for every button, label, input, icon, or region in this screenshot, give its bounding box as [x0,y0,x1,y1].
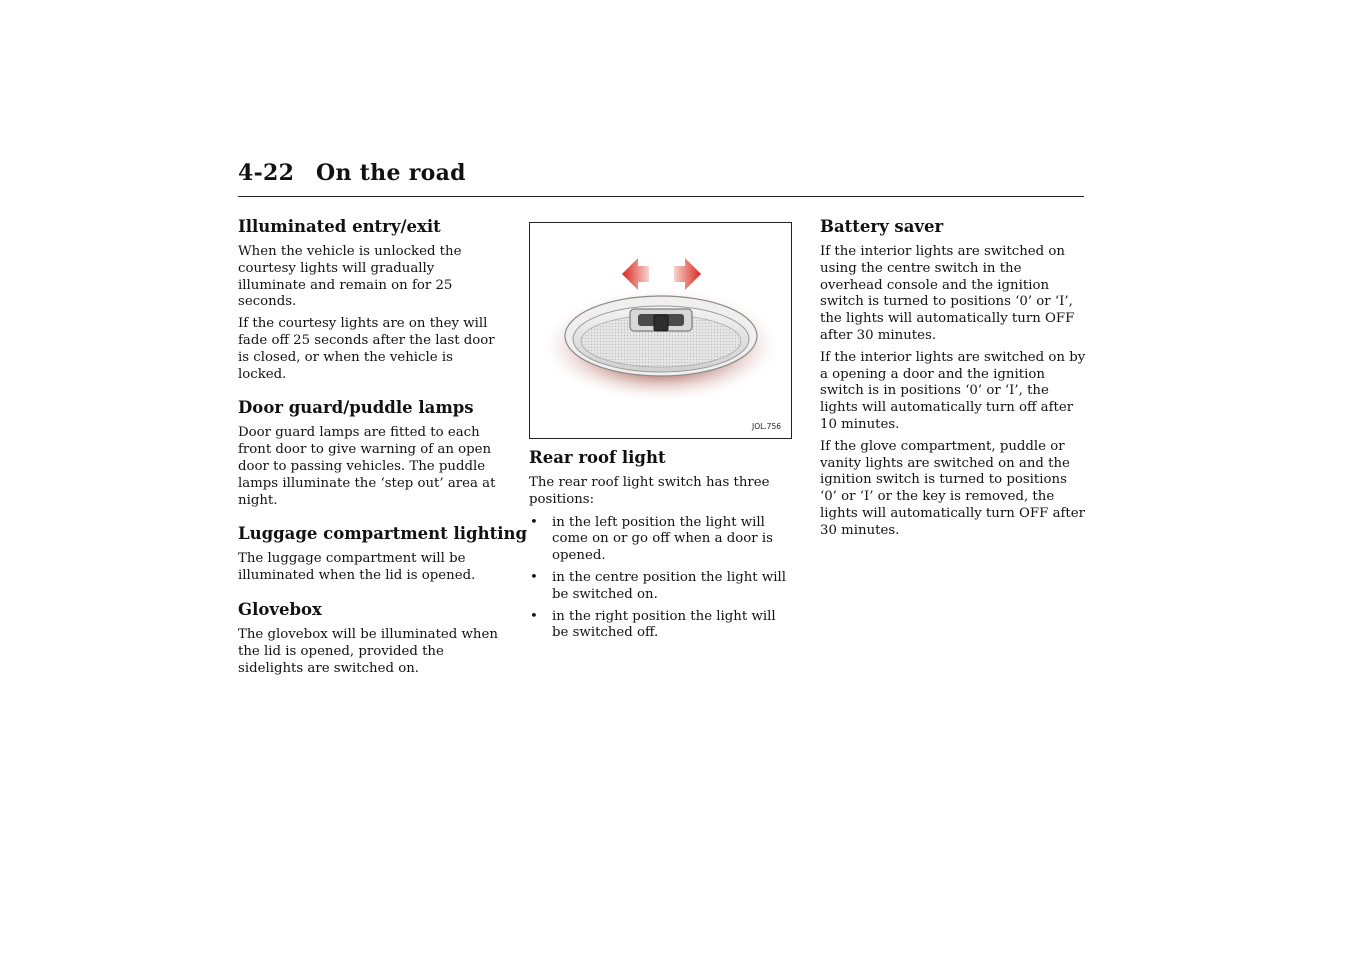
bullet-icon: • [530,569,538,585]
paragraph: If the interior lights are switched on by a opening a door and the ignition switch is in positions ‘0’ or ‘I’, the lights will automatically turn off after 10 minutes. [820,349,1086,432]
column-middle [529,222,795,647]
paragraph: The glovebox will be illuminated when the lid is opened, provided the sidelights are switched on. [238,626,498,676]
arrow-right-icon [674,258,701,290]
page-number: 4-22 [238,160,295,186]
paragraph: If the courtesy lights are on they will fade off 25 seconds after the last door is closed, or when the vehicle is locked. [238,316,495,382]
list-item-text: in the right position the light will be switched off. [552,608,776,641]
section-heading: Door guard/puddle lamps [238,398,474,418]
roof-light-illustration [530,223,792,439]
column-left [238,216,528,691]
paragraph: When the vehicle is unlocked the courtesy lights will gradually illuminate and remain on for 25 seconds. [238,244,462,310]
section-heading: Luggage compartment lighting [238,524,528,544]
arrow-left-icon [622,258,649,290]
section-illuminated-entry [238,216,504,383]
page-header [238,158,1084,197]
list-item [529,609,795,643]
paragraph: The rear roof light switch has three positions: [529,475,770,507]
bullet-list [529,515,795,643]
page-title: On the road [316,160,466,186]
section-heading: Illuminated entry/exit [238,217,441,236]
bullet-icon: • [530,514,538,530]
section-glovebox [238,599,504,677]
paragraph: If the glove compartment, puddle or vanity lights are switched on and the ignition switch is turned to positions ‘0’ or ‘I’ or the key is removed, the lights will automatically turn OFF after 30 minutes. [820,438,1085,538]
paragraph: If the interior lights are switched on using the centre switch in the overhead console and the ignition switch is turned to positions ‘0’ or ‘I’, the lights will automatically turn OFF after 30 minutes. [820,244,1075,343]
list-item-text: in the centre position the light will be switched on. [552,569,787,602]
list-item-text: in the left position the light will come on or go off when a door is opened. [552,514,773,564]
section-heading: Rear roof light [529,448,666,467]
paragraph: Door guard lamps are fitted to each front door to give warning of an open door to passing vehicles. The puddle lamps illuminate the ‘step out’ area at night. [238,425,496,508]
list-item [529,515,795,565]
bullet-icon: • [530,608,538,624]
section-heading: Battery saver [820,217,944,236]
list-item [529,570,795,604]
section-door-guard [238,397,504,509]
paragraph: The luggage compartment will be illuminated when the lid is opened. [238,551,476,584]
roof-light-figure [529,222,792,439]
figure-code: JOL.756 [752,422,781,431]
section-luggage-lighting [238,523,528,585]
switch-knob [654,315,668,331]
column-right [820,216,1086,545]
section-heading: Glovebox [238,599,322,619]
